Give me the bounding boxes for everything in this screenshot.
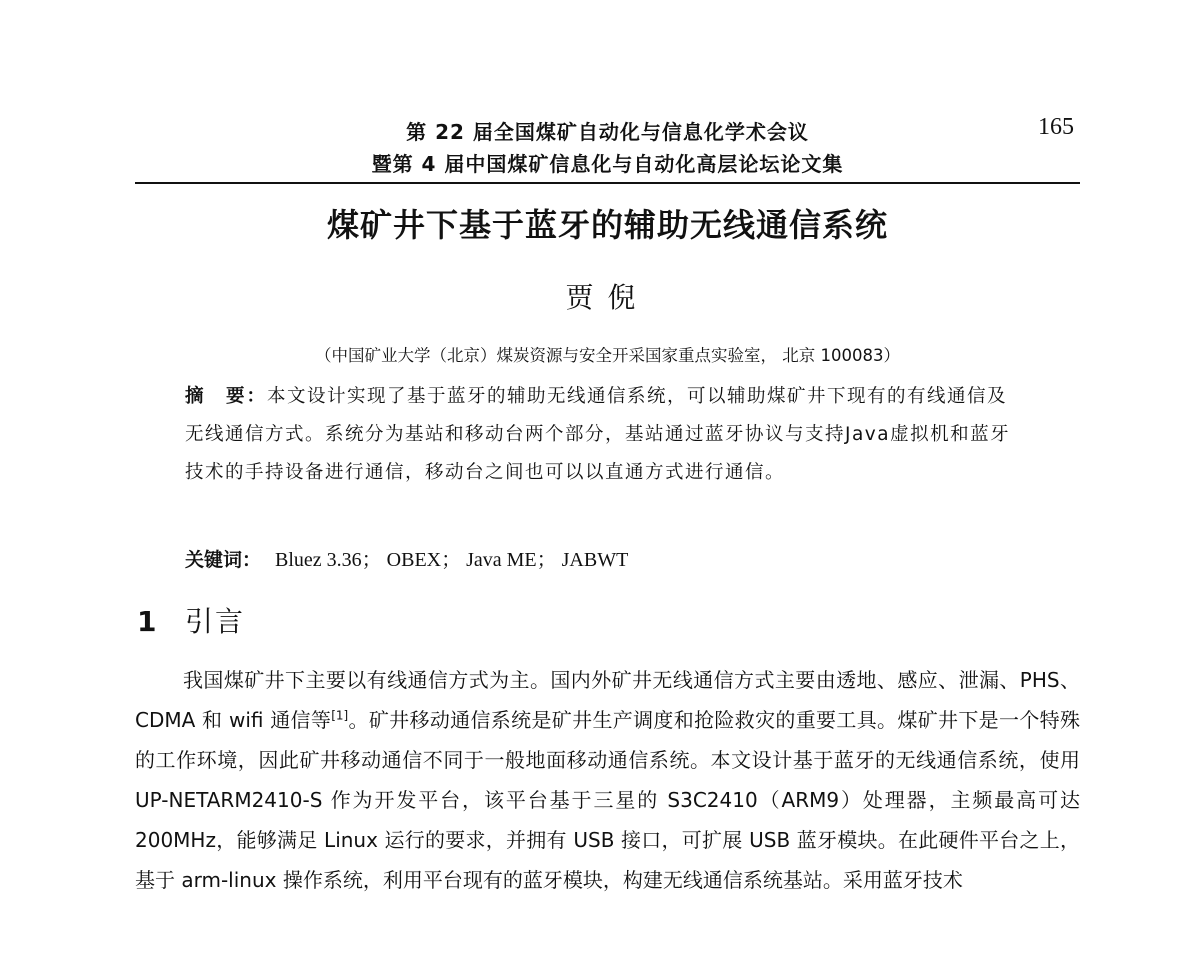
abstract xyxy=(185,378,1020,492)
citation-reference: [1] xyxy=(331,708,349,723)
paper-author: 贾倪 xyxy=(565,281,650,314)
section-number: 1 xyxy=(137,605,157,638)
paragraph-text-part-2: 。矿井移动通信系统是矿井生产调度和抢险救灾的重要工具。煤矿井下是一个特殊的工作环境，因此矿井移动通信不同于一般地面移动通信系统。本文设计基于蓝牙的无线通信系统，使用 UP-NETARM2410-S 作为开发平台，该平台基于三星的 S3C2410（ARM9）处理器，主频最高可达 200MHz，能够满足 Linux 运行的要求，并拥有 USB 接口，可扩展 USB 蓝牙模块。在此硬件平台之上，基于 arm-linux 操作系统，利用平台现有的蓝牙模块，构建无线通信系统基站。采用蓝牙技术 xyxy=(135,708,1080,892)
keywords xyxy=(185,545,1020,575)
paper-title: 煤矿井下基于蓝牙的辅助无线通信系统 xyxy=(326,206,888,244)
author-affiliation: （中国矿业大学（北京）煤炭资源与安全开采国家重点实验室， 北京 100083） xyxy=(315,346,900,365)
conference-title-line-2: 暨第 4 届中国煤矿信息化与自动化高层论坛论文集 xyxy=(371,152,844,176)
keywords-value: Bluez 3.36； OBEX； Java ME； JABWT xyxy=(275,549,629,571)
section-heading-introduction xyxy=(137,600,245,640)
running-header xyxy=(135,108,1080,184)
keywords-label: 关键词： xyxy=(185,549,262,571)
page-number: 165 xyxy=(1038,114,1074,140)
paragraph-text-part-1: 我国煤矿井下主要以有线通信方式为主。国内外矿井无线通信方式主要由透地、感应、泄漏、PHS、CDMA 和 wifi 通信等 xyxy=(135,668,1080,732)
section-title: 引言 xyxy=(185,605,246,638)
introduction-paragraph xyxy=(135,660,1080,900)
abstract-text: 本文设计实现了基于蓝牙的辅助无线通信系统，可以辅助煤矿井下现有的有线通信及无线通信方式。系统分为基站和移动台两个部分，基站通过蓝牙协议与支持Java虚拟机和蓝牙技术的手持设备进行通信，移动台之间也可以以直通方式进行通信。 xyxy=(185,386,1011,483)
abstract-label: 摘 要： xyxy=(185,386,268,407)
conference-title-line-1: 第 22 届全国煤矿自动化与信息化学术会议 xyxy=(406,120,809,144)
